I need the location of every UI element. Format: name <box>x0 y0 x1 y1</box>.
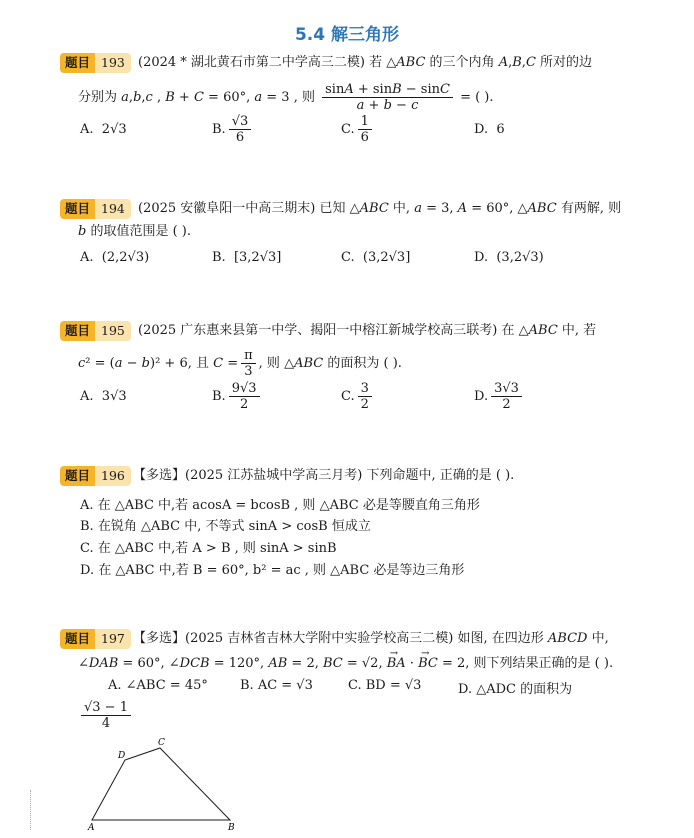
problem-195-option-b: B. $\frac{9√3}{2}$ <box>212 381 263 412</box>
problem-196-line1: 【多选】(2025 江苏盐城中学高三月考) 下列命题中, 正确的是 ( ). <box>133 468 515 483</box>
problem-194-option-d: D. (3,2√3) <box>474 250 544 265</box>
problem-195-line2: c² = (a − b)² + 6, 且 C = $\frac{\pi}{3}$ , 则 △ABC 的面积为 ( ). <box>78 348 402 379</box>
quadrilateral-figure <box>80 736 250 832</box>
problem-tag-196: 题目 196 <box>60 466 131 486</box>
problem-number: 193 <box>95 53 131 73</box>
problem-label: 题目 <box>60 53 95 73</box>
margin-dots <box>30 790 33 830</box>
section-title: 5.4 解三角形 <box>294 25 400 45</box>
problem-197-option-d: D. △ADC 的面积为 <box>458 682 573 697</box>
problem-194-line2: b 的取值范围是 ( ). <box>78 224 192 239</box>
vertex-label-a: A <box>88 823 95 832</box>
problem-195-line1: (2025 广东惠来县第一中学、揭阳一中榕江新城学校高三联考) 在 △ABC 中, 若 <box>138 323 597 338</box>
problem-194-option-b: B. [3,2√3] <box>212 250 282 265</box>
problem-194-option-c: C. (3,2√3] <box>341 250 411 265</box>
problem-196-option-b: B. 在锐角 △ABC 中, 不等式 sinA > cosB 恒成立 <box>80 519 371 534</box>
quadrilateral-abcd <box>92 748 230 820</box>
problem-193-line1: (2024 * 湖北黄石市第二中学高三二模) 若 △ABC 的三个内角 A,B,C 所对的边 <box>138 55 593 70</box>
problem-196-option-d: D. 在 △ABC 中,若 B = 60°, b² = ac , 则 △ABC 必是等边三角形 <box>80 563 465 578</box>
problem-193-option-d: D. 6 <box>474 122 505 137</box>
problem-197-line1: 【多选】(2025 吉林省吉林大学附中实验学校高三二模) 如图, 在四边形 ABCD 中, <box>133 631 609 646</box>
vertex-label-d: D <box>118 751 126 761</box>
problem-195-option-d: D. $\frac{3√3}{2}$ <box>474 381 525 412</box>
problem-195-option-a: A. 3√3 <box>80 389 127 404</box>
problem-197-option-c: C. BD = √3 <box>348 678 422 693</box>
problem-193-option-a: A. 2√3 <box>80 122 127 137</box>
problem-193-option-c: C. $\frac{1}{6}$ <box>341 114 375 145</box>
problem-196-option-c: C. 在 △ABC 中,若 A > B , 则 sinA > sinB <box>80 541 337 556</box>
problem-196-option-a: A. 在 △ABC 中,若 acosA = bcosB , 则 △ABC 必是等腰直角三角形 <box>80 498 480 513</box>
problem-194-option-a: A. (2,2√3) <box>80 250 150 265</box>
vertex-label-c: C <box>158 738 165 748</box>
problem-193-option-b: B. $\frac{√3}{6}$ <box>212 114 254 145</box>
problem-194-line1: (2025 安徽阜阳一中高三期末) 已知 △ABC 中, a = 3, A = 60°, △ABC 有两解, 则 <box>138 201 622 216</box>
vertex-label-b: B <box>228 823 235 832</box>
problem-tag-193 <box>60 53 131 73</box>
problem-197-option-d-fraction: $\frac{√3 - 1}{4}$ <box>78 700 134 731</box>
problem-197-line2: ∠DAB = 60°, ∠DCB = 120°, AB = 2, BC = √2, → BA · → BC = 2, 则下列结果正确的是 ( ). <box>78 654 613 674</box>
problem-tag-197: 题目 197 <box>60 629 131 649</box>
problem-195-option-c: C. $\frac{3}{2}$ <box>341 381 375 412</box>
problem-197-option-b: B. AC = √3 <box>240 678 313 693</box>
problem-197-option-a: A. ∠ABC = 45° <box>108 678 208 693</box>
problem-tag-195: 题目 195 <box>60 321 131 341</box>
problem-193-line2: 分别为 a,b,c , B + C = 60°, a = 3 , 则 $\frac{\sin A + \sin B - \sin C}{a + b - c}$ = ( ). <box>78 82 494 113</box>
problem-tag-194: 题目 194 <box>60 199 131 219</box>
